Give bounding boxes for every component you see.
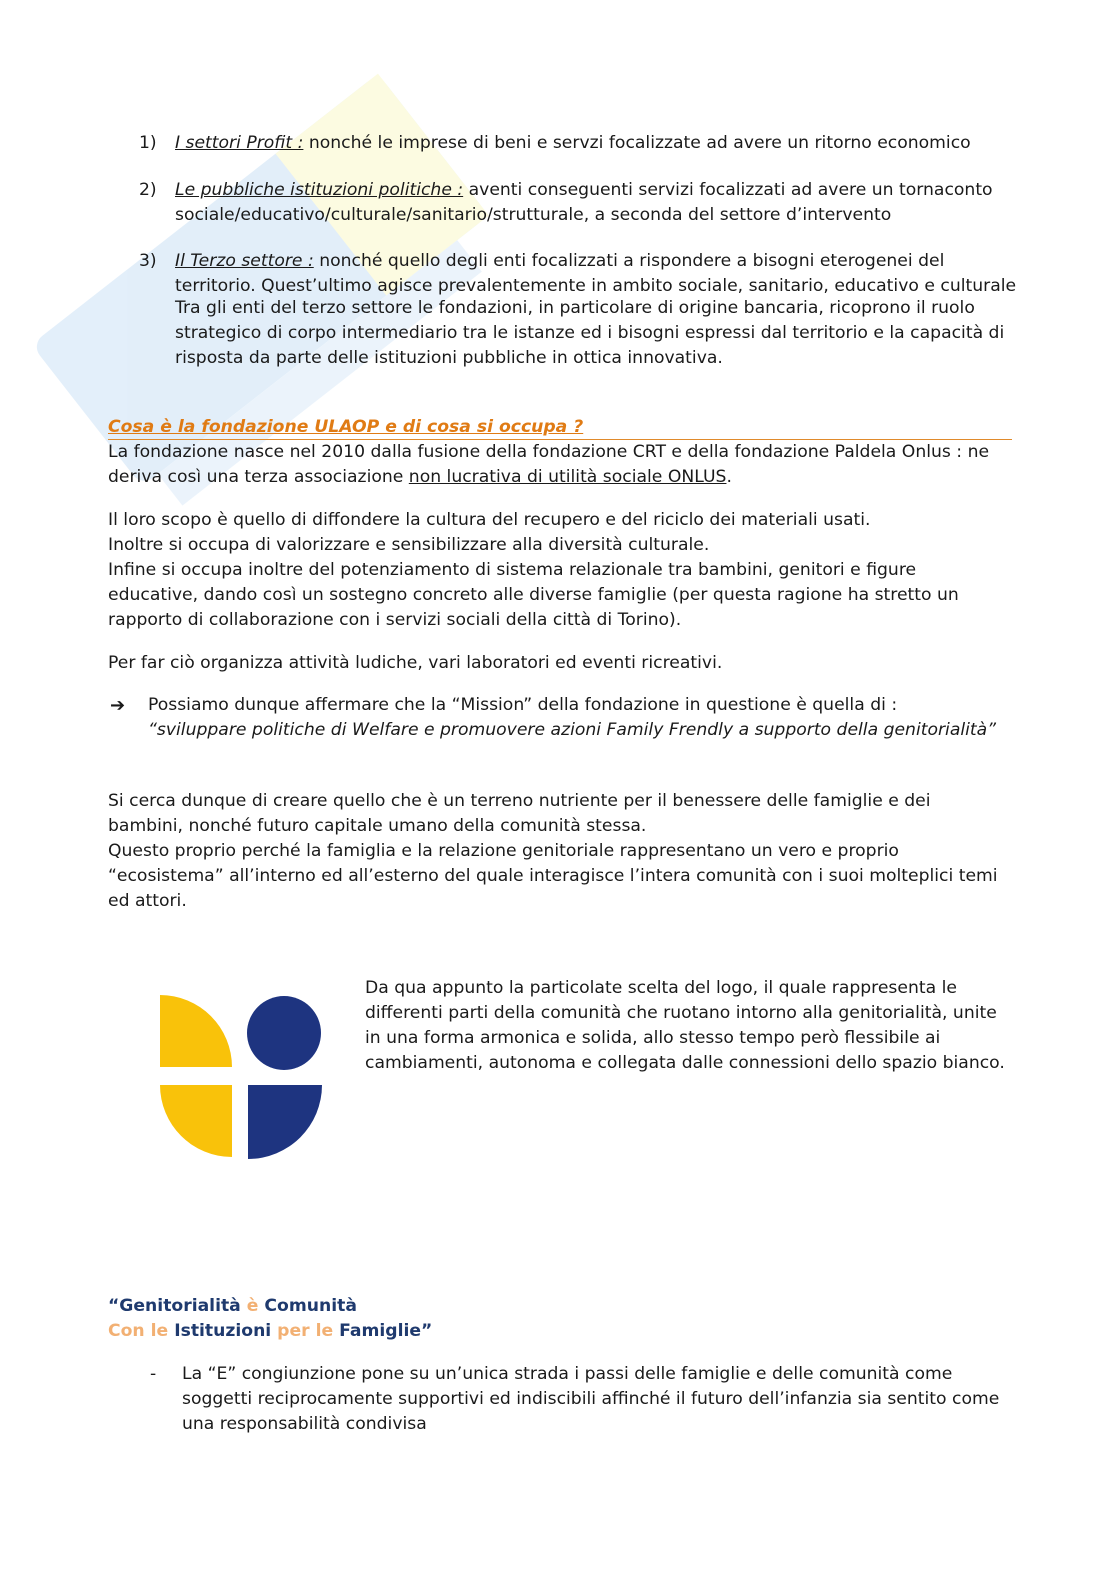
list-item-bullet xyxy=(150,1362,1020,1437)
list-item-text: aventi conseguenti servizi focalizzati ad avere un tornaconto sociale/educativo/culturale/sanitario/strutturale, a seconda del settore d’intervento xyxy=(175,180,993,225)
list-item-3 xyxy=(139,249,1019,371)
logo-description: Da qua appunto la particolate scelta del logo, il quale rappresenta le differenti parti della comunità che ruotano intorno alla genitorialità, unite in una forma armonica e solida, allo stesso tempo però flessibile ai cambiamenti, autonoma e collegata dalle connessioni dello spazio bianco. xyxy=(365,978,1005,1073)
list-item-title: I settori Profit : xyxy=(175,133,304,153)
list-number: 2) xyxy=(139,180,157,200)
bullet-text: La “E” congiunzione pone su un’unica strada i passi delle famiglie e delle comunità come soggetti reciprocamente supportivi ed indiscibili affinché il futuro dell’infanzia sia sentito come una responsabilità condivisa xyxy=(182,1364,1000,1434)
mission-statement xyxy=(108,693,1008,743)
ulaop-logo xyxy=(160,995,324,1161)
underlined-term: non lucrativa di utilità sociale ONLUS xyxy=(408,467,727,487)
list-item-2 xyxy=(139,178,1019,228)
list-item-text: nonché quello degli enti focalizzati a rispondere a bisogni eterogenei del territorio. Quest’ultimo agisce prevalentemente in ambito sociale, sanitario, educativo e culturale xyxy=(175,251,1017,296)
slogan: “Genitorialità è Comunità Con le Istituzioni per le Famiglie” xyxy=(108,1296,433,1341)
scope-paragraph: Il loro scopo è quello di diffondere la cultura del recupero e del riciclo dei materiali usati. Inoltre si occupa di valorizzare e sensibilizzare alla diversità culturale. Infine si occupa inoltre del potenziamento di sistema relazionale tra bambini, genitori e figure educative, dando così un sostegno concreto alle diverse famiglie (per questa ragione ha stretto un rapporto di collaborazione con i servizi sociali della città di Torino). xyxy=(108,510,959,630)
ecosystem-paragraph: Si cerca dunque di creare quello che è un terreno nutriente per il benessere delle famiglie e dei bambini, nonché futuro capitale umano della comunità stessa. Questo proprio perché la famiglia e la relazione genitoriale rappresentano un vero e proprio “ecosistema” all’interno ed all’esterno del quale interagisce l’intera comunità con i suoi molteplici temi ed attori. xyxy=(108,791,998,911)
bullet-dash: - xyxy=(150,1364,157,1384)
list-number: 1) xyxy=(139,133,157,153)
list-item-title: Le pubbliche istituzioni politiche : xyxy=(175,180,464,200)
activities-paragraph: Per far ciò organizza attività ludiche, vari laboratori ed eventi ricreativi. xyxy=(108,653,723,673)
arrow-right-icon: ➔ xyxy=(110,695,126,716)
mission-quote: “sviluppare politiche di Welfare e promuovere azioni Family Frendly a supporto della genitorialità” xyxy=(148,720,997,740)
list-item-text: nonché le imprese di beni e servzi focalizzate ad avere un ritorno economico xyxy=(303,133,971,153)
list-item-title: Il Terzo settore : xyxy=(175,251,314,271)
list-number: 3) xyxy=(139,251,157,271)
section-heading: Cosa è la fondazione ULAOP e di cosa si occupa ? xyxy=(108,415,1012,440)
intro-paragraph: La fondazione nasce nel 2010 dalla fusione della fondazione CRT e della fondazione Paldela Onlus : ne deriva così una terza associazione non lucrativa di utilità sociale ONLUS. xyxy=(108,442,990,487)
mission-lead: Possiamo dunque affermare che la “Mission” della fondazione in questione è quella di : xyxy=(148,695,898,715)
list-item-extra: Tra gli enti del terzo settore le fondazioni, in particolare di origine bancaria, ricoprono il ruolo strategico di corpo intermediario tra le istanze ed i bisogni espressi dal territorio e la capacità di risposta da parte delle istituzioni pubbliche in ottica innovativa. xyxy=(175,298,1005,368)
list-item-1 xyxy=(139,131,1019,156)
